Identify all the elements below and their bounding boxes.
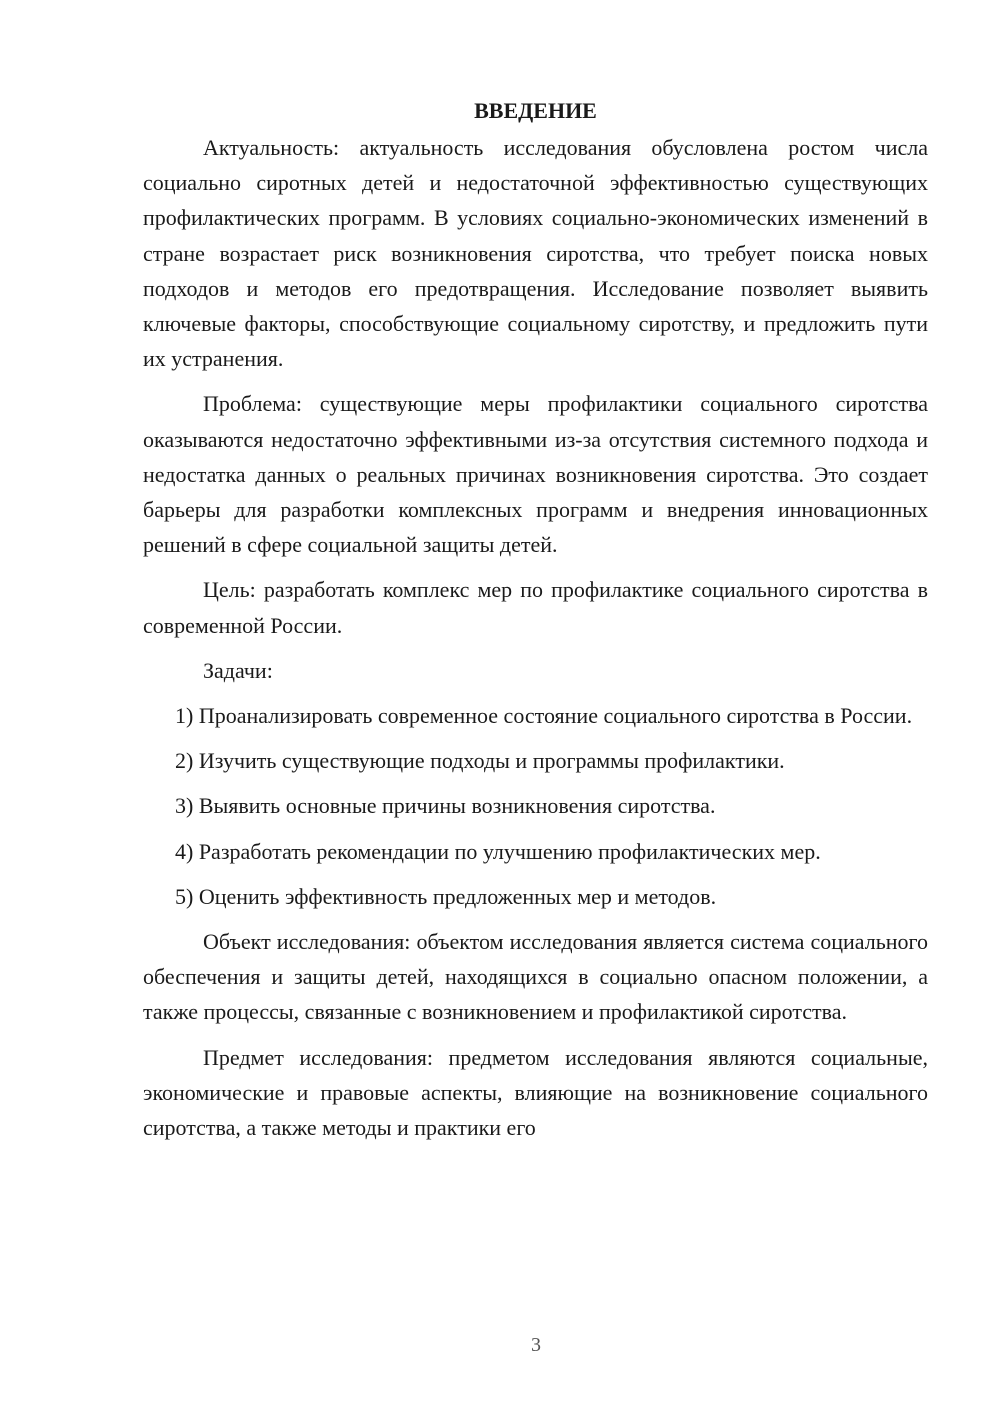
relevance-paragraph: Актуальность: актуальность исследования обусловлена ростом числа социально сиротных детей и недостаточной эффективностью существующих профилактических программ. В условиях социально-экономических изменений в стране возрастает риск возникновения сиротства, что требует поиска новых подходов и методов его предотвращения. Исследование позволяет выявить ключевые факторы, способствующие социальному сиротству, и предложить пути их устранения. bbox=[143, 135, 928, 372]
document-title: ВВЕДЕНИЕ bbox=[474, 98, 597, 123]
goal-paragraph: Цель: разработать комплекс мер по профилактике социального сиротства в современной России. bbox=[143, 577, 928, 638]
problem-paragraph: Проблема: существующие меры профилактики социального сиротства оказываются недостаточно эффективными из-за отсутствия системного подхода и недостатка данных о реальных причинах возникновения сиротства. Это создает барьеры для разработки комплексных программ и внедрения инновационных решений в сфере социальной защиты детей. bbox=[143, 391, 928, 558]
task-item-4: 4) Разработать рекомендации по улучшению профилактических мер. bbox=[175, 838, 821, 864]
task-item-1: 1) Проанализировать современное состояние социального сиротства в России. bbox=[175, 703, 913, 729]
task-item-2: 2) Изучить существующие подходы и программы профилактики. bbox=[175, 748, 785, 774]
task-item-5: 5) Оценить эффективность предложенных мер и методов. bbox=[175, 883, 717, 909]
subject-paragraph: Предмет исследования: предметом исследования являются социальные, экономические и правовые аспекты, влияющие на возникновение социального сиротства, а также методы и практики его bbox=[143, 1044, 928, 1141]
document-page bbox=[143, 96, 928, 1155]
object-paragraph: Объект исследования: объектом исследования является система социального обеспечения и защиты детей, находящихся в социально опасном положении, а также процессы, связанные с возникновением и профилактикой сиротства. bbox=[143, 929, 928, 1025]
task-item-3: 3) Выявить основные причины возникновения сиротства. bbox=[175, 793, 716, 819]
page-number: 3 bbox=[531, 1334, 541, 1356]
tasks-heading: Задачи: bbox=[203, 657, 273, 683]
